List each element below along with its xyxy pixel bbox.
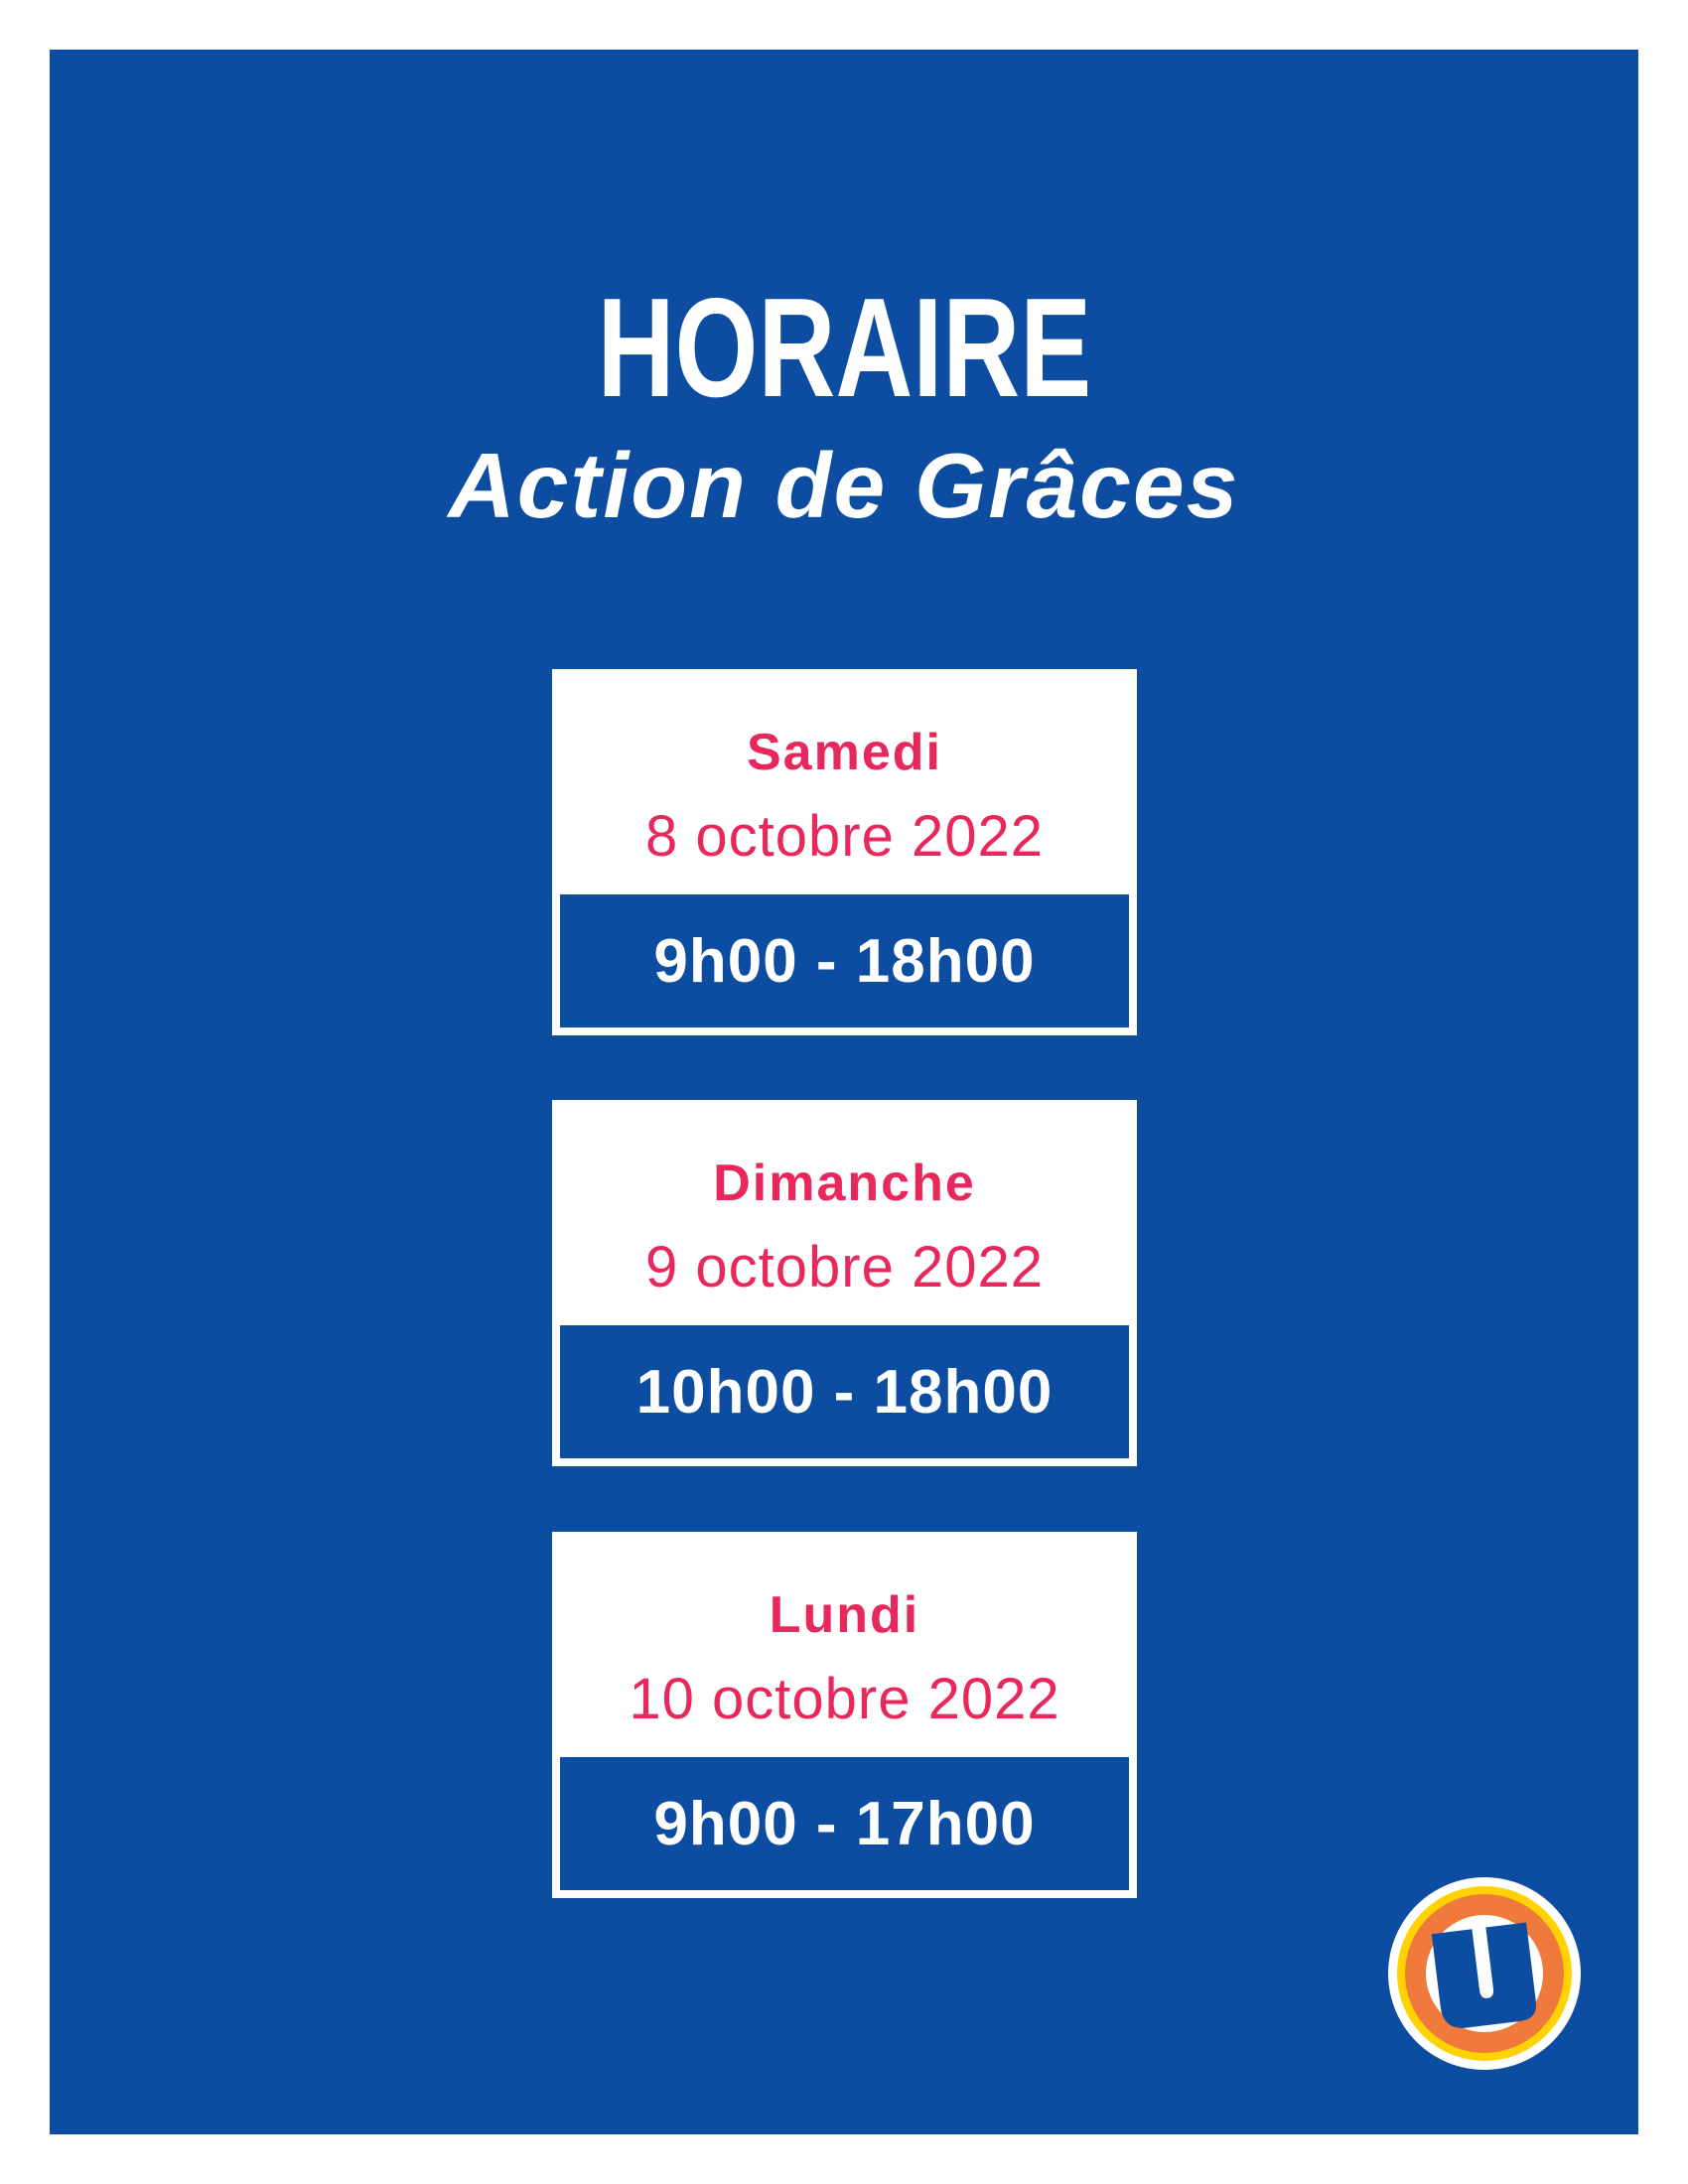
poster-title-text: HORAIRE	[597, 269, 1091, 427]
schedule-card-sunday	[552, 1100, 1137, 1466]
day-label: Dimanche	[713, 1155, 976, 1212]
hours-label: 9h00 - 17h00	[653, 1789, 1036, 1858]
date-label: 10 octobre 2022	[629, 1667, 1060, 1731]
day-label: Samedi	[747, 724, 942, 781]
hours-bar	[560, 1757, 1129, 1890]
hours-bar	[560, 1325, 1129, 1458]
schedule-card-saturday	[552, 669, 1137, 1035]
poster-title	[50, 269, 1638, 427]
date-label: 9 octobre 2022	[645, 1235, 1044, 1299]
hours-label: 9h00 - 18h00	[653, 926, 1036, 996]
date-label: 8 octobre 2022	[645, 804, 1044, 869]
hours-bar	[560, 894, 1129, 1027]
poster-background	[50, 50, 1638, 2134]
poster-subtitle: Action de Grâces	[448, 434, 1240, 537]
hours-label: 10h00 - 18h00	[635, 1357, 1054, 1427]
schedule-card-monday	[552, 1532, 1137, 1898]
day-label: Lundi	[769, 1586, 920, 1644]
u-brand-logo-icon	[1385, 1874, 1584, 2073]
